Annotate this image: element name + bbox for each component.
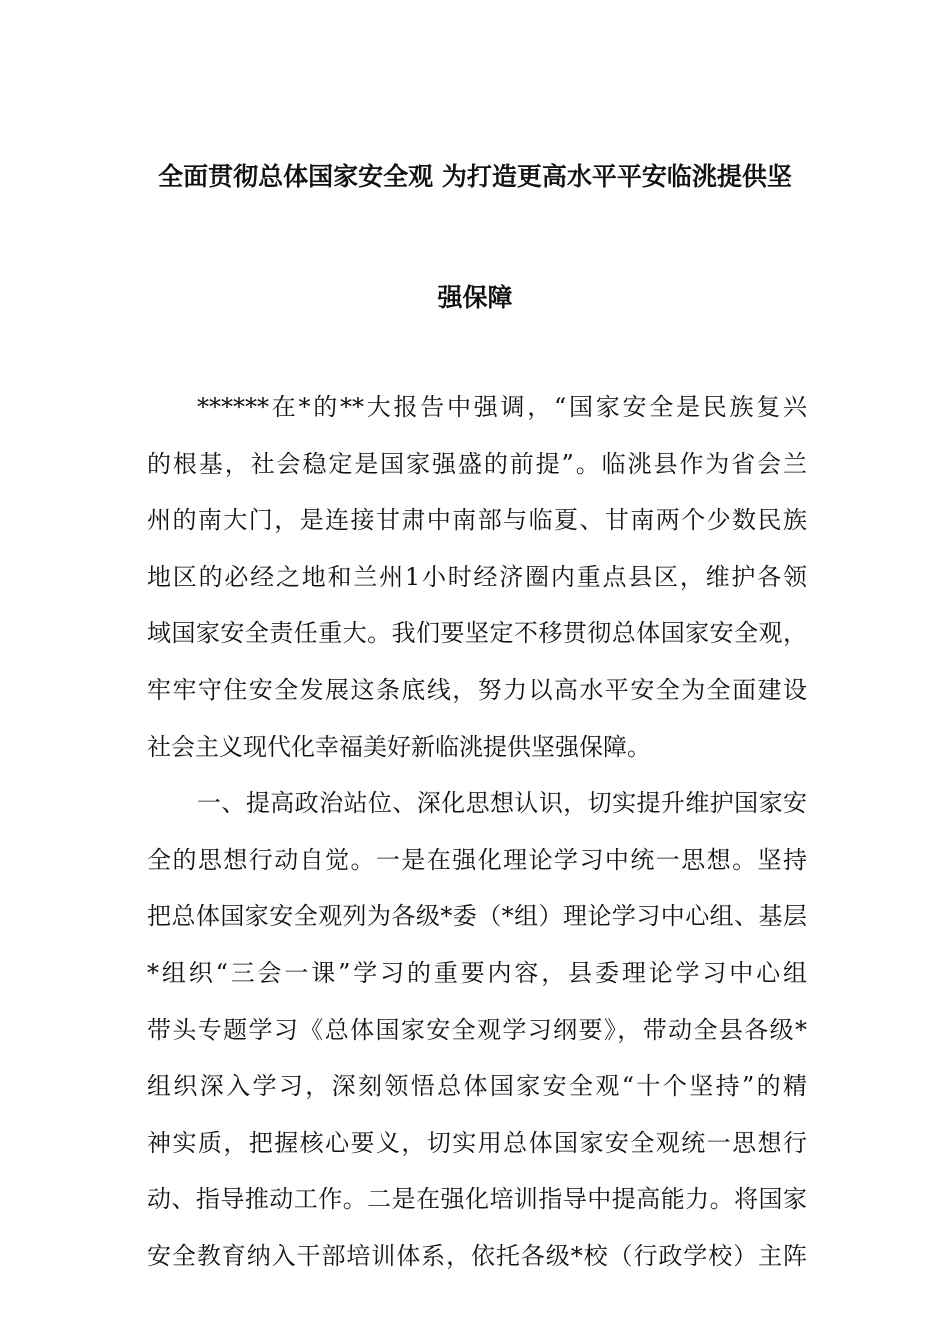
document-body xyxy=(147,391,807,1297)
paragraph-1 xyxy=(147,391,807,787)
paragraph-line: 神实质，把握核心要义，切实用总体国家安全观统一思想行 xyxy=(147,1128,807,1157)
document-title-line-2: 强保障 xyxy=(437,283,513,312)
paragraph-2 xyxy=(147,787,807,1296)
paragraph-line: 把总体国家安全观列为各级*委（*组）理论学习中心组、基层 xyxy=(147,902,807,931)
paragraph-line: 安全教育纳入干部培训体系，依托各级*校（行政学校）主阵 xyxy=(147,1241,807,1270)
paragraph-line: 动、指导推动工作。二是在强化培训指导中提高能力。将国家 xyxy=(147,1185,807,1214)
paragraph-line: 地区的必经之地和兰州1小时经济圈内重点县区，维护各领 xyxy=(147,562,807,591)
paragraph-line: 一、提高政治站位、深化思想认识，切实提升维护国家安 xyxy=(197,789,807,818)
paragraph-line: 组织深入学习，深刻领悟总体国家安全观“十个坚持”的精 xyxy=(147,1072,807,1101)
document-title-line-1: 全面贯彻总体国家安全观 为打造更高水平平安临洮提供坚 xyxy=(158,162,792,191)
paragraph-line: ******在*的**大报告中强调，“国家安全是民族复兴 xyxy=(197,393,807,421)
paragraph-line: 社会主义现代化幸福美好新临洮提供坚强保障。 xyxy=(147,732,651,761)
paragraph-line: 全的思想行动自觉。一是在强化理论学习中统一思想。坚持 xyxy=(147,845,807,874)
paragraph-line: 带头专题学习《总体国家安全观学习纲要》，带动全县各级* xyxy=(147,1015,807,1044)
paragraph-line: 州的南大门，是连接甘肃中南部与临夏、甘南两个少数民族 xyxy=(147,506,807,535)
paragraph-line: 域国家安全责任重大。我们要坚定不移贯彻总体国家安全观， xyxy=(147,619,807,648)
paragraph-line: 牢牢守住安全发展这条底线，努力以高水平安全为全面建设 xyxy=(147,675,807,704)
paragraph-line: 的根基，社会稳定是国家强盛的前提”。临洮县作为省会兰 xyxy=(147,449,807,478)
paragraph-line: *组织“三会一课”学习的重要内容，县委理论学习中心组 xyxy=(147,958,807,987)
